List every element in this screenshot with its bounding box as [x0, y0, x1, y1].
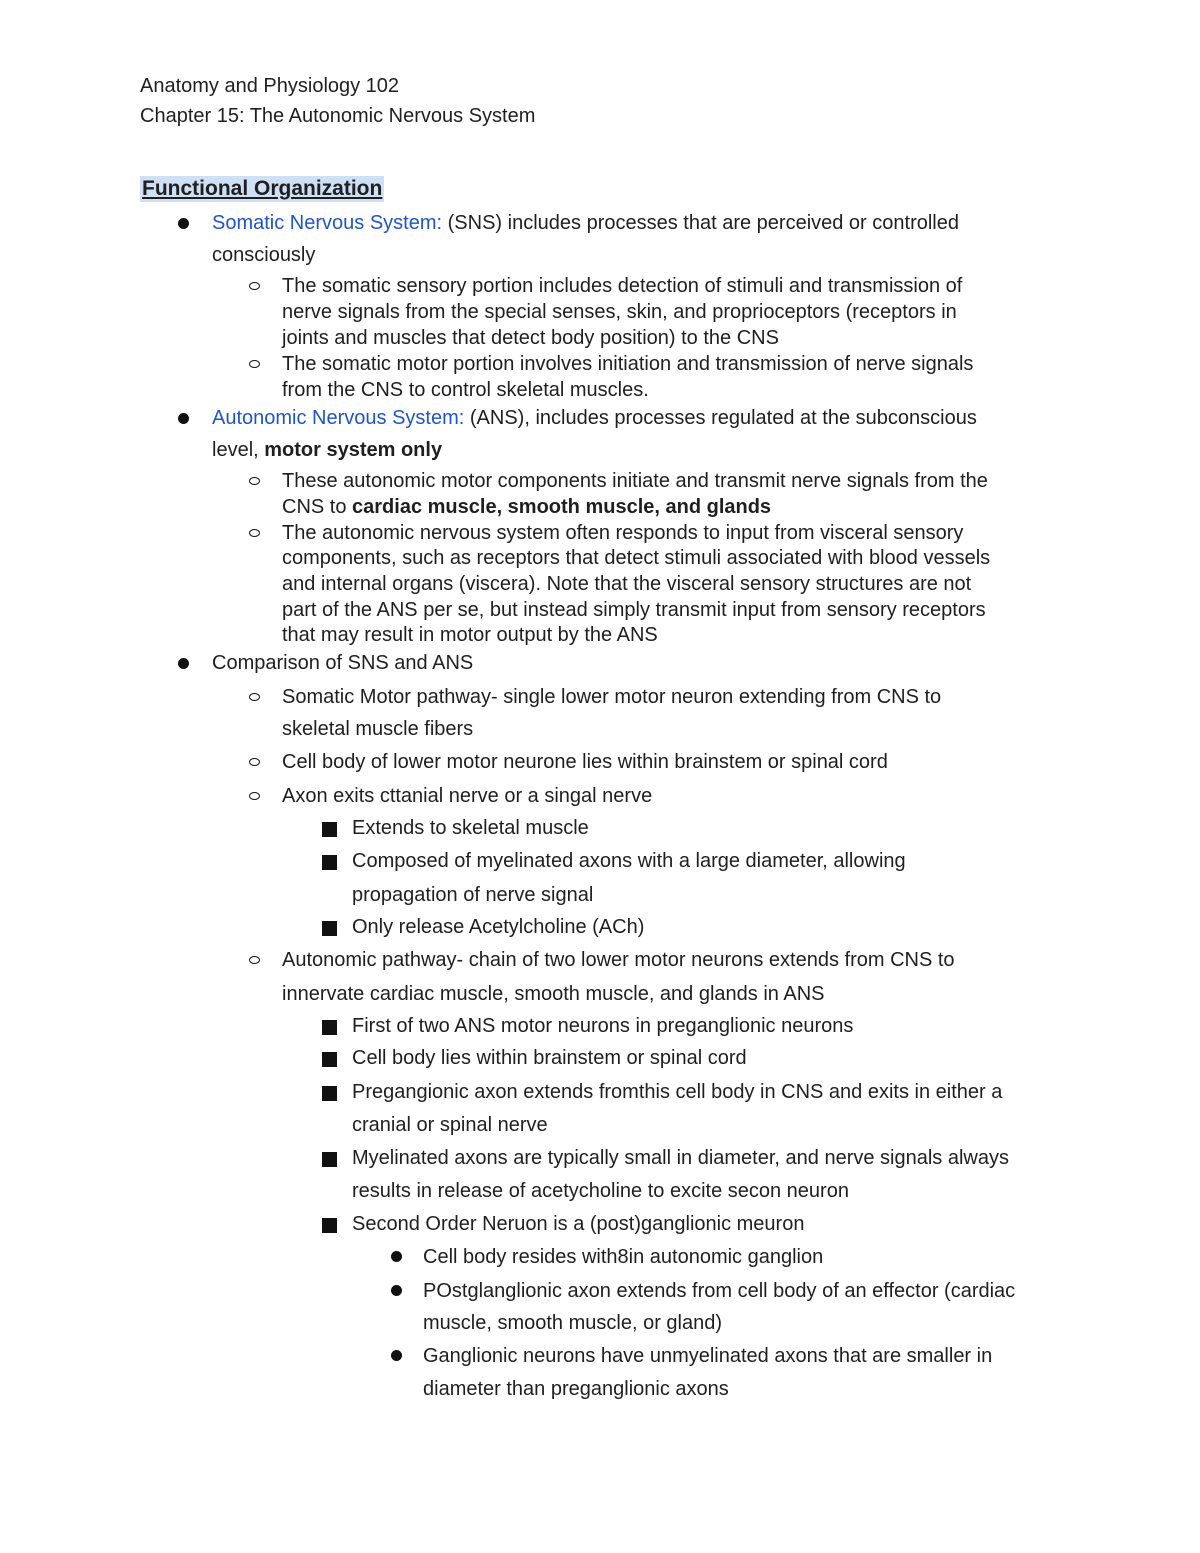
auto-subitem: Myelinated axons are typically small in diameter, and nerve signals always — [352, 1147, 1009, 1169]
bullet-square-icon — [322, 855, 337, 870]
ans-motor-only: motor system only — [264, 439, 443, 461]
second-order-item: POstglanglionic axon extends from cell body of an effector (cardiac — [423, 1280, 1016, 1302]
auto-subitem-cont: results in release of acetycholine to excite secon neuron — [352, 1180, 849, 1202]
bullet-disc-icon — [178, 218, 189, 229]
ans-line-1 — [212, 406, 977, 430]
bullet-circle-icon — [249, 758, 260, 766]
axon-subitem: Extends to skeletal muscle — [352, 817, 589, 839]
cell-body-item: Cell body of lower motor neurone lies within brainstem or spinal cord — [282, 751, 888, 773]
bullet-square-icon — [322, 1086, 337, 1101]
bullet-circle-icon — [249, 693, 260, 701]
ans-term: Autonomic Nervous System: — [212, 407, 465, 429]
second-order-item-cont: diameter than preganglionic axons — [423, 1378, 729, 1400]
bullet-disc-icon — [391, 1350, 402, 1361]
section-heading: Functional Organization — [142, 177, 383, 200]
bullet-circle-icon — [249, 360, 260, 368]
ans-sub1-l2 — [282, 495, 771, 519]
second-order-item: Cell body resides with8in autonomic ganglion — [423, 1246, 824, 1268]
ans-line-2 — [212, 438, 442, 462]
auto-subitem: Second Order Neruon is a (post)ganglionic meuron — [352, 1213, 805, 1235]
second-order-item-cont: muscle, smooth muscle, or gland) — [423, 1312, 723, 1334]
bullet-disc-icon — [391, 1285, 402, 1296]
bullet-square-icon — [322, 1052, 337, 1067]
sns-desc: (SNS) includes processes that are perceived or controlled — [442, 212, 959, 234]
bullet-circle-icon — [249, 792, 260, 800]
bullet-disc-icon — [178, 413, 189, 424]
somatic-pathway-l2: skeletal muscle fibers — [282, 718, 474, 740]
ans-sub1-targets: cardiac muscle, smooth muscle, and glands — [352, 496, 772, 518]
sns-sub1-l1: The somatic sensory portion includes detection of stimuli and transmission of — [282, 275, 963, 297]
sns-sub1-l3: joints and muscles that detect body position) to the CNS — [282, 327, 779, 349]
axon-subitem-cont: propagation of nerve signal — [352, 884, 594, 906]
bullet-disc-icon — [391, 1251, 402, 1262]
ans-sub2-l1: The autonomic nervous system often responds to input from visceral sensory — [282, 522, 964, 544]
sns-line-2: consciously — [212, 244, 316, 266]
bullet-square-icon — [322, 1020, 337, 1035]
bullet-circle-icon — [249, 477, 260, 485]
course-title: Anatomy and Physiology 102 — [140, 75, 400, 97]
axon-subitem: Composed of myelinated axons with a large diameter, allowing — [352, 850, 906, 872]
bullet-disc-icon — [178, 658, 189, 669]
bullet-square-icon — [322, 822, 337, 837]
auto-subitem-cont: cranial or spinal nerve — [352, 1114, 548, 1136]
bullet-circle-icon — [249, 956, 260, 964]
ans-sub2-l3: and internal organs (viscera). Note that the visceral sensory structures are not — [282, 573, 972, 595]
chapter-title: Chapter 15: The Autonomic Nervous System — [140, 105, 536, 127]
bullet-square-icon — [322, 1218, 337, 1233]
ans-level-text: level, — [212, 439, 265, 461]
ans-sub1-l1: These autonomic motor components initiate and transmit nerve signals from the — [282, 470, 988, 492]
axon-item: Axon exits cttanial nerve or a singal nerve — [282, 785, 653, 807]
second-order-item: Ganglionic neurons have unmyelinated axons that are smaller in — [423, 1345, 993, 1367]
auto-subitem: Pregangionic axon extends fromthis cell body in CNS and exits in either a — [352, 1081, 1003, 1103]
comparison-title: Comparison of SNS and ANS — [212, 652, 474, 674]
autonomic-pathway-l2: innervate cardiac muscle, smooth muscle, and glands in ANS — [282, 983, 825, 1005]
bullet-square-icon — [322, 921, 337, 936]
bullet-square-icon — [322, 1152, 337, 1167]
sns-sub2-l2: from the CNS to control skeletal muscles. — [282, 379, 649, 401]
bullet-circle-icon — [249, 282, 260, 290]
ans-sub2-l2: components, such as receptors that detect stimuli associated with blood vessels — [282, 547, 991, 569]
ans-sub2-l4: part of the ANS per se, but instead simply transmit input from sensory receptors — [282, 599, 986, 621]
bullet-circle-icon — [249, 529, 260, 537]
auto-subitem: Cell body lies within brainstem or spinal cord — [352, 1047, 747, 1069]
ans-sub1-cns: CNS to — [282, 496, 353, 518]
somatic-pathway-l1: Somatic Motor pathway- single lower motor neuron extending from CNS to — [282, 686, 942, 708]
axon-subitem: Only release Acetylcholine (ACh) — [352, 916, 645, 938]
ans-sub2-l5: that may result in motor output by the ANS — [282, 624, 658, 646]
sns-sub1-l2: nerve signals from the special senses, skin, and proprioceptors (receptors in — [282, 301, 957, 323]
sns-line-1 — [212, 211, 959, 235]
auto-subitem: First of two ANS motor neurons in preganglionic neurons — [352, 1015, 854, 1037]
ans-desc: (ANS), includes processes regulated at the subconscious — [464, 407, 977, 429]
sns-term: Somatic Nervous System: — [212, 212, 443, 234]
sns-sub2-l1: The somatic motor portion involves initiation and transmission of nerve signals — [282, 353, 974, 375]
autonomic-pathway-l1: Autonomic pathway- chain of two lower motor neurons extends from CNS to — [282, 949, 955, 971]
